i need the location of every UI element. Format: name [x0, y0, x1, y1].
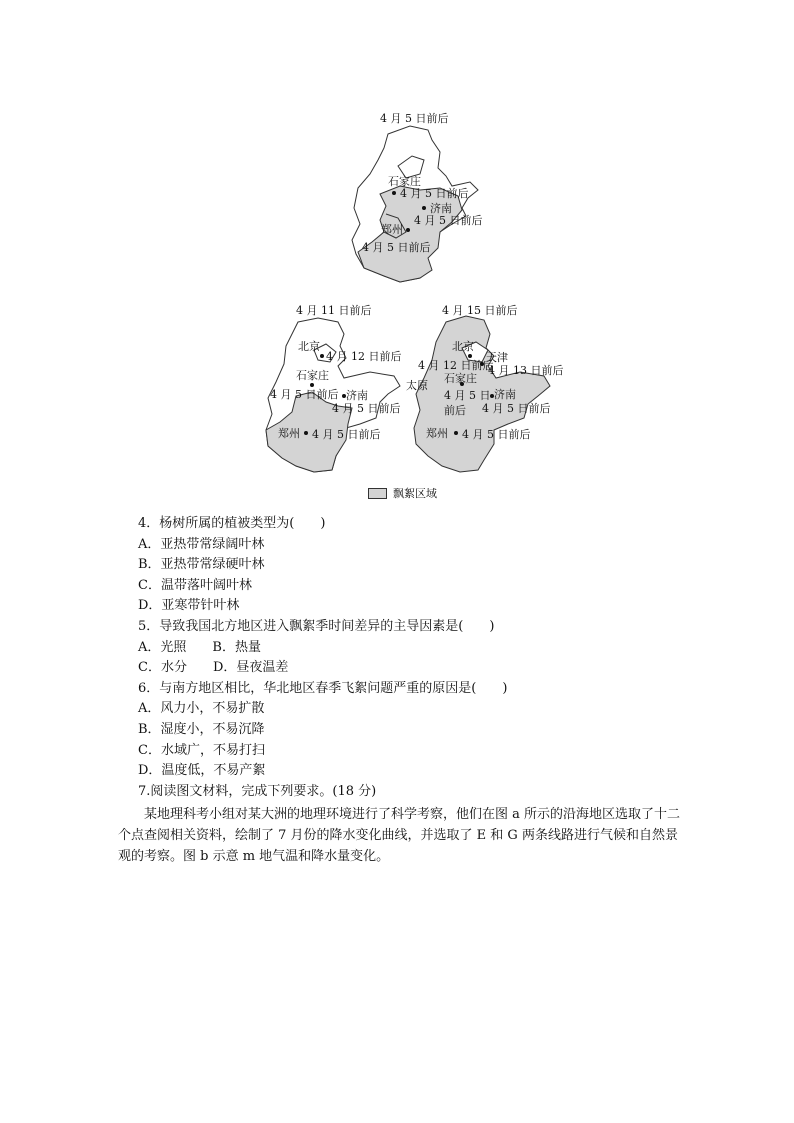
label-date: 4 月 13 日前后: [488, 364, 564, 377]
label-date: 4 月 5 日前后: [400, 187, 469, 200]
option-4c: C．温带落叶阔叶林: [138, 577, 252, 593]
option-5ab: A．光照 B．热量: [138, 639, 261, 655]
label-date: 前后: [444, 404, 466, 417]
label-date: 4 月 5 日前后: [414, 214, 483, 227]
label-date: 4 月 5 日前后: [362, 241, 431, 254]
question-6: 6．与南方地区相比，华北地区春季飞絮问题严重的原因是( ): [138, 680, 508, 696]
label-zhengzhou: 郑州: [381, 223, 403, 236]
option-6c: C．水域广，不易打扫: [138, 742, 265, 758]
label-beijing: 北京: [298, 340, 320, 353]
label-taiyuan: 太原: [406, 379, 428, 392]
label-shijiazhuang: 石家庄: [388, 175, 421, 188]
question-list: [138, 514, 698, 802]
label-jinan: 济南: [430, 202, 452, 215]
map-top: [0, 0, 794, 510]
label-zhengzhou: 郑州: [426, 427, 448, 440]
label-jinan: 济南: [494, 388, 516, 401]
label-date: 4 月 5 日前后: [462, 428, 531, 441]
option-4a: A．亚热带常绿阔叶林: [138, 536, 265, 552]
map-figure: [0, 0, 794, 510]
label-date: 4 月 12 日前后: [418, 359, 494, 372]
label-shijiazhuang: 石家庄: [296, 369, 329, 382]
option-5cd: C．水分 D．昼夜温差: [138, 660, 289, 676]
map-right-title: 4 月 15 日前后: [442, 304, 518, 317]
label-beijing: 北京: [452, 340, 474, 353]
legend-label: 飘絮区域: [393, 487, 437, 500]
option-4b: B．亚热带常绿硬叶林: [138, 557, 265, 573]
label-date: 4 月 12 日前后: [326, 350, 402, 363]
map-top-title: 4 月 5 日前后: [380, 112, 449, 125]
option-6a: A．风力小，不易扩散: [138, 701, 265, 717]
question-7: 7.阅读图文材料，完成下列要求。(18 分): [138, 783, 377, 799]
label-date: 4 月 5 日前后: [332, 402, 401, 415]
map-legend: [368, 485, 437, 501]
label-shijiazhuang: 石家庄: [444, 372, 477, 385]
label-jinan: 济南: [346, 389, 368, 402]
question-5: 5．导致我国北方地区进入飘絮季时间差异的主导因素是( ): [138, 618, 495, 634]
label-zhengzhou: 郑州: [278, 427, 300, 440]
material-paragraph: 某地理科考小组对某大洲的地理环境进行了科学考察，他们在图 a 所示的沿海地区选取了十二个点查阅相关资料，绘制了 7 月份的降水变化曲线，并选取了 E 和 G 两条线路进行气候和自然景观的考察。图 b 示意 m 地气温和降水量变化。: [118, 807, 681, 864]
label-date: 4 月 5 日前后: [312, 428, 381, 441]
label-date: 4 月 5 日前后: [270, 388, 339, 401]
map-top-outline: [352, 126, 478, 282]
label-date: 4 月 5 日前后: [482, 402, 551, 415]
label-date: 4 月 5 日: [444, 389, 491, 402]
option-4d: D．亚寒带针叶林: [138, 598, 240, 614]
legend-swatch: [368, 488, 387, 499]
question-4: 4．杨树所属的植被类型为( ): [138, 516, 326, 531]
map-left-title: 4 月 11 日前后: [296, 304, 372, 317]
label-tianjin: 天津: [486, 351, 508, 364]
option-6b: B．湿度小，不易沉降: [138, 721, 265, 737]
option-6d: D．温度低，不易产絮: [138, 763, 266, 779]
